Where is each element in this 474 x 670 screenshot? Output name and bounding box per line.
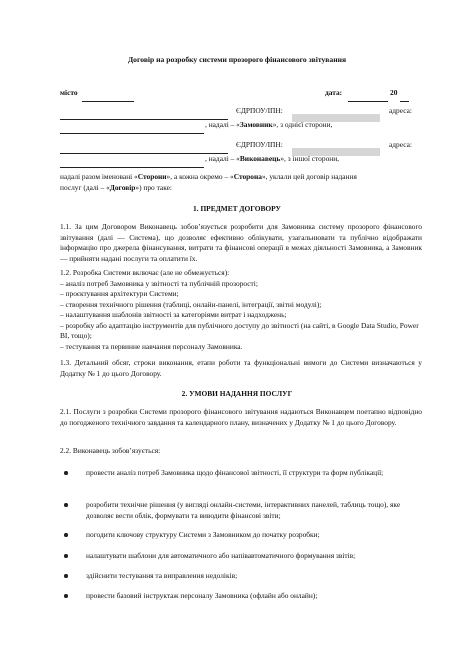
date-label: дата:: [325, 88, 343, 97]
contractor-edrpou-label: ЄДРПОУ/ІПН:: [236, 140, 283, 149]
obligation-bullet: погодити ключову структуру Системи з Замовником до початку розробки;: [74, 530, 424, 541]
contractor-address-label: адреса:: [389, 140, 412, 149]
scope-list-item: – налаштування шаблонів звітності за категоріями витрат і надходжень;: [60, 310, 287, 319]
city-label: місто: [60, 88, 78, 97]
section-1-heading: 1. ПРЕДМЕТ ДОГОВОРУ: [193, 204, 281, 213]
customer-address-field[interactable]: [60, 121, 204, 139]
bullet-dot: [64, 594, 68, 598]
obligation-bullet: провести базовий інструктаж персоналу Замовника (офлайн або онлайн);: [74, 591, 424, 602]
section-2-heading: 2. УМОВИ НАДАННЯ ПОСЛУГ: [181, 389, 293, 398]
customer-edrpou-label: ЄДРПОУ/ІПН:: [236, 106, 283, 115]
clause-2-1: 2.1. Послуги з розробки Системи прозорого фінансового звітування надаються Виконавцем поетапно відповідно до погодженого технічного завдання та календарного плану, визначених у Додатку № 1 до цього Договору.: [60, 407, 422, 427]
scope-list-item: – аналіз потреб Замовника у звітності та публічній прозорості;: [60, 278, 258, 288]
document-title: Договір на розробку системи прозорого фінансового звітування: [127, 55, 347, 64]
bullet-dot: [64, 503, 68, 507]
city-field[interactable]: [82, 89, 134, 107]
clause-1-3: 1.3. Детальний обсяг, строки виконання, етапи роботи та функціональні вимоги до Системи визначаються у Додатку № 1 до цього Договору.: [60, 358, 422, 378]
clause-1-1: 1.1. За цим Договором Виконавець зобов’язується розробити для Замовника систему прозорого фінансового звітування (далі — Система), що дозволяє ефективно облікувати, узагальнювати та публічно відображати інформацію про джерела фінансування, витрати та фінансові операції в межах діяльності Замовника, а Замовник — прийняти надані послуги та оплатити їх.: [60, 222, 422, 264]
intro-line-1: надалі разом іменовані «Сторони», а кожна окремо – «Сторона», уклали цей договір надання: [60, 172, 357, 181]
bullet-dot: [64, 533, 68, 537]
obligation-bullet: здійснити тестування та виправлення недоліків;: [74, 571, 424, 582]
date-year: 20: [390, 88, 398, 97]
scope-list-item: – тестування та первинне навчання персоналу Замовника.: [60, 341, 243, 351]
bullet-dot: [64, 471, 68, 475]
date-field[interactable]: [348, 89, 388, 107]
clause-2-2: 2.2. Виконавець зобов’язується:: [60, 446, 161, 455]
clause-1-2: 1.2. Розробка Системи включає (але не обмежується):: [60, 268, 230, 277]
contractor-address-field[interactable]: [60, 155, 204, 173]
customer-address-label: адреса:: [389, 106, 412, 115]
obligation-bullet: налаштувати шаблони для автоматичного або напівавтоматичного формування звітів;: [74, 551, 424, 562]
bullet-dot: [64, 574, 68, 578]
contractor-role-line: , надалі – «Виконавець», з іншої сторони,: [205, 154, 340, 163]
scope-list-item: – проєктування архітектури Системи;: [60, 289, 179, 298]
bullet-dot: [64, 554, 68, 558]
customer-role-line: , надалі – «Замовник», з однієї сторони,: [205, 120, 333, 129]
obligation-bullet: провести аналіз потреб Замовника щодо фінансової звітності, її структури та форм публікації;: [74, 468, 424, 490]
scope-list-item: – створення технічного рішення (таблиці, онлайн-панелі, інтеграції, звітні модулі);: [60, 299, 322, 309]
intro-line-2: послуг (далі – «Договір») про таке:: [60, 183, 172, 192]
scope-list-item: – розробку або адаптацію інструментів для публічного доступу до звітності (на сайті, в Google Data Studio, Power BI, тощо);: [60, 320, 419, 341]
obligation-bullet: розробити технічне рішення (у вигляді онлайн-системи, інтерактивних панелей, таблиць тощо), яке дозволяє вести облік, формувати та виводити фінансові звіти;: [74, 500, 424, 522]
year-field[interactable]: [400, 89, 409, 107]
